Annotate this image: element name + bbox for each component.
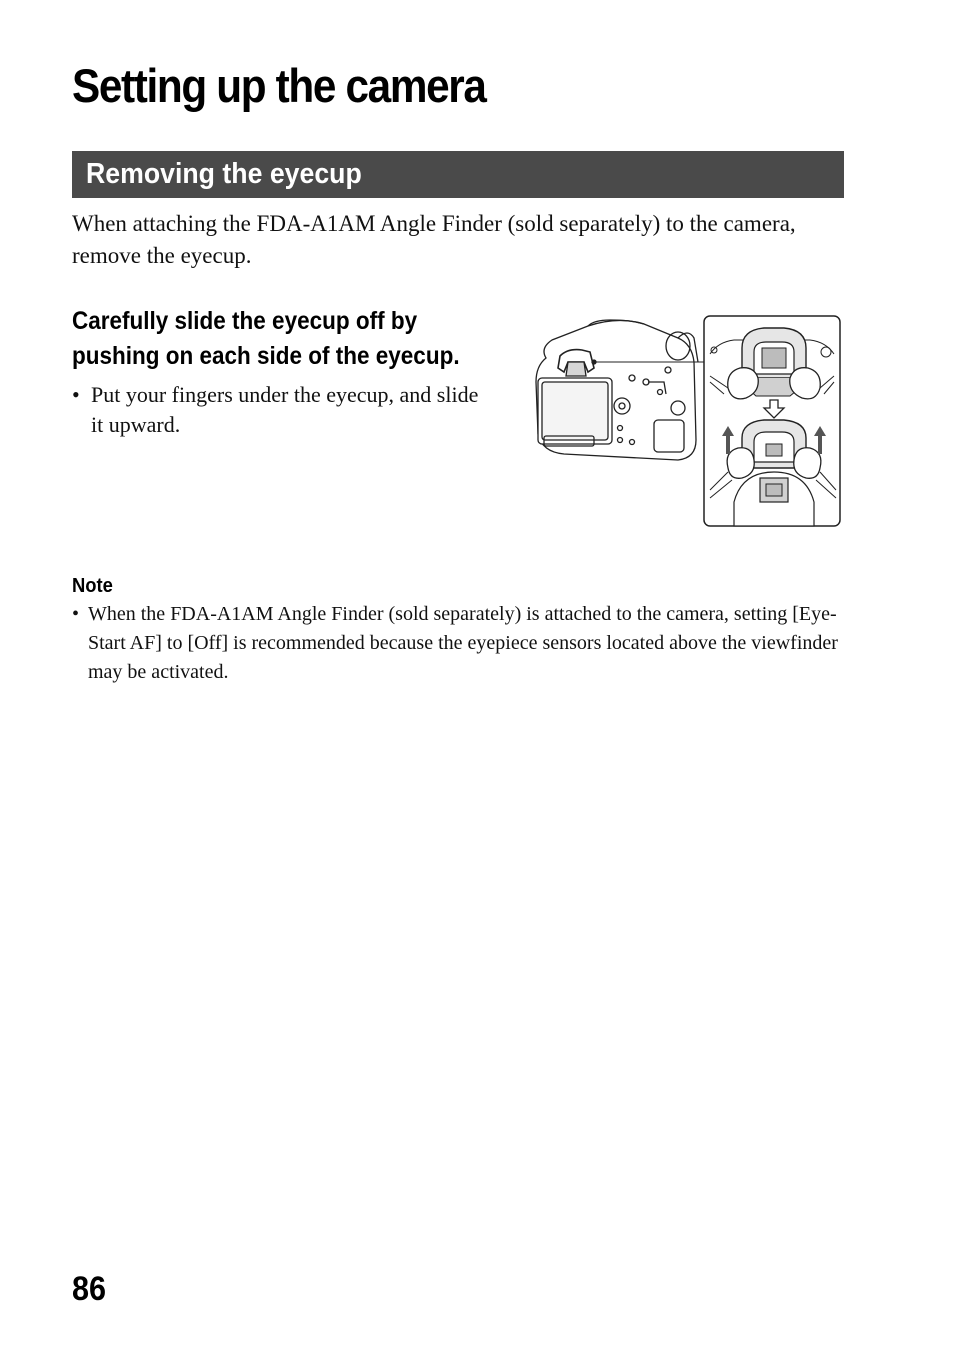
step-bullet-text: Put your fingers under the eyecup, and slide it upward. — [91, 382, 479, 437]
bullet-symbol: • — [72, 603, 80, 625]
step-bullet-item — [72, 380, 482, 440]
note-list — [72, 600, 852, 687]
bullet-symbol: • — [72, 382, 80, 407]
note-item-text: When the FDA-A1AM Angle Finder (sold separately) is attached to the camera, setting [Eye-Start AF] to [Off] is recommended because the eyepiece sensors located above the viewfinder may be activated. — [88, 603, 838, 683]
note-item — [72, 600, 852, 687]
step-heading: Carefully slide the eyecup off by pushing on each side of the eyecup. — [72, 307, 460, 370]
eyecup-detail-icon — [704, 316, 840, 526]
section-title: Removing the eyecup — [86, 158, 362, 190]
step-bullet-list — [72, 380, 482, 440]
page-title: Setting up the camera — [72, 59, 486, 112]
note-label: Note — [72, 575, 113, 597]
eyecup-removal-illustration — [528, 312, 844, 530]
section-header-bar — [72, 151, 844, 198]
camera-back-icon — [536, 320, 706, 460]
intro-paragraph: When attaching the FDA-A1AM Angle Finder (sold separately) to the camera, remove the eyecup. — [72, 211, 796, 268]
page-number: 86 — [72, 1270, 107, 1308]
